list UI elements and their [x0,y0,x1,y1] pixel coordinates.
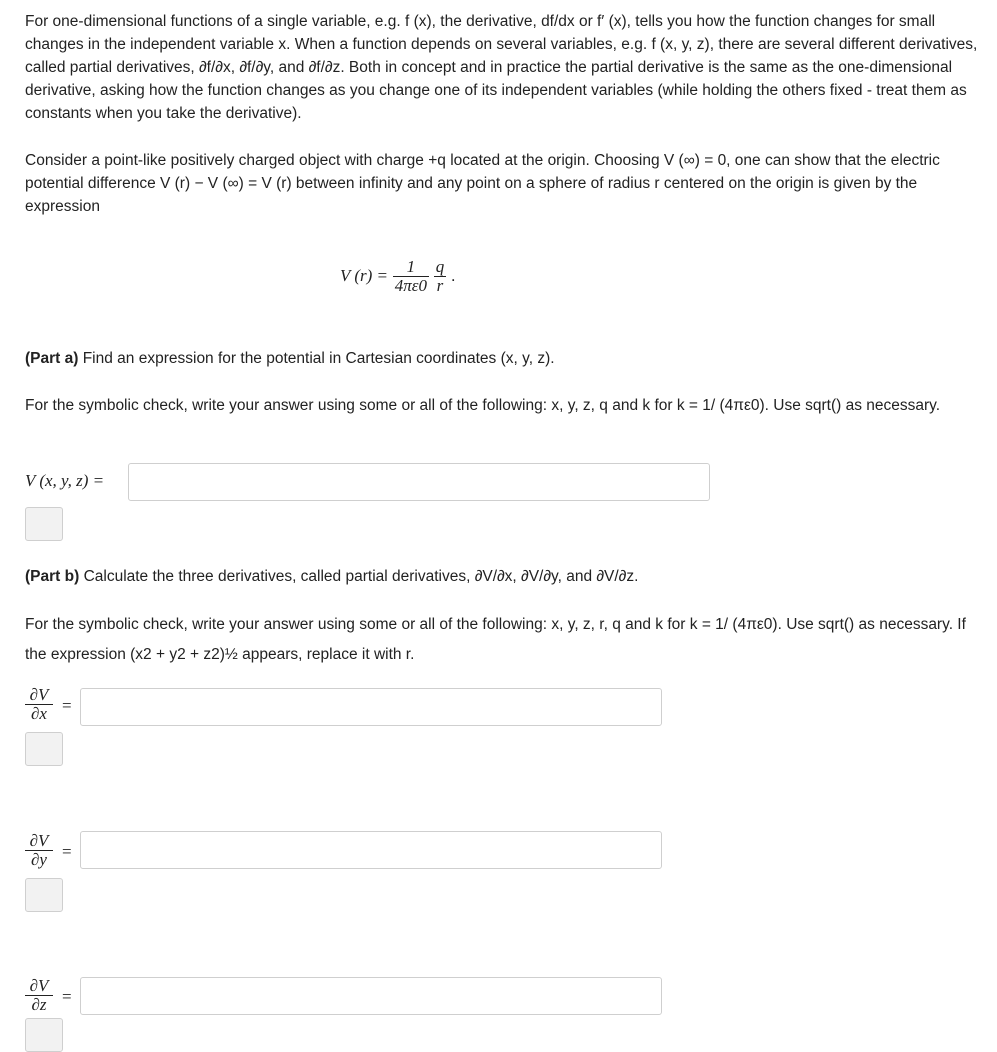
part-b-question [25,565,987,588]
part-b-question-text: Calculate the three derivatives, called partial derivatives, ∂V/∂x, ∂V/∂y, and ∂V/∂z. [83,568,639,585]
dv-dz-numerator: ∂V [25,977,53,996]
dv-dy-denominator: ∂y [31,850,47,869]
part-b-instruction: For the symbolic check, write your answer using some or all of the following: x, y, z, r, q and k for k = 1/ (4πε0). Use sqrt() as necessary. If the expression (x2 + y2 + z2)½ appears, replace it with r. [25,616,966,663]
dv-dz-denominator: ∂z [31,995,47,1014]
part-a-label: (Part a) [25,350,79,367]
dv-dx-numerator: ∂V [25,686,53,705]
dv-dy-check-button[interactable] [25,878,63,912]
fraction-one-over-4pi-eps [393,258,429,295]
dv-dy-answer-input[interactable] [80,831,662,869]
dv-dz-check-button[interactable] [25,1018,63,1052]
dv-dz-label [25,977,53,1014]
dv-dy-equals: = [62,842,72,861]
part-a-instruction: For the symbolic check, write your answer using some or all of the following: x, y, z, q and k for k = 1/ (4πε0). Use sqrt() as necessary. [25,397,941,414]
frac2-denominator: r [436,276,444,295]
part-b-label: (Part b) [25,568,80,585]
dv-dy-numerator: ∂V [25,832,53,851]
dv-dx-check-button[interactable] [25,732,63,766]
equation-period: . [450,265,456,285]
part-a-lhs: V (x, y, z) = [25,471,105,490]
dv-dx-equals: = [62,696,72,715]
dv-dz-answer-input[interactable] [80,977,662,1015]
dv-dx-answer-input[interactable] [80,688,662,726]
dv-dz-equals: = [62,987,72,1006]
frac1-numerator: 1 [393,258,429,277]
part-a-question-text: Find an expression for the potential in Cartesian coordinates (x, y, z). [82,350,555,367]
equation-lhs: V (r) = [340,265,388,285]
potential-equation [340,258,456,295]
part-a-question [25,347,987,370]
dv-dy-label [25,832,53,869]
dv-dx-label [25,686,53,723]
frac2-numerator: q [435,257,445,276]
intro-paragraph-1: For one-dimensional functions of a single variable, e.g. f (x), the derivative, df/dx or f′ (x), tells you how the function changes for small changes in the independent variable x. When a function depends on several variables, e.g. f (x, y, z), there are several different derivatives, called partial derivatives, ∂f/∂x, ∂f/∂y, and ∂f/∂z. Both in concept and in practice the partial derivative is the same as the one-dimensional derivative, asking how the function changes as you change one of its independent variables (while holding the others fixed - treat them as constants when you take the derivative). [25,13,978,122]
part-a-answer-input[interactable] [128,463,710,501]
part-a-check-button[interactable] [25,507,63,541]
frac1-denominator: 4πε0 [394,276,427,295]
dv-dx-denominator: ∂x [31,704,47,723]
intro-paragraph-2: Consider a point-like positively charged object with charge +q located at the origin. Choosing V (∞) = 0, one can show that the electric potential difference V (r) − V (∞) = V (r) between infinity and any point on a sphere of radius r centered on the origin is given by the expression [25,152,940,215]
fraction-q-over-r [434,258,447,295]
